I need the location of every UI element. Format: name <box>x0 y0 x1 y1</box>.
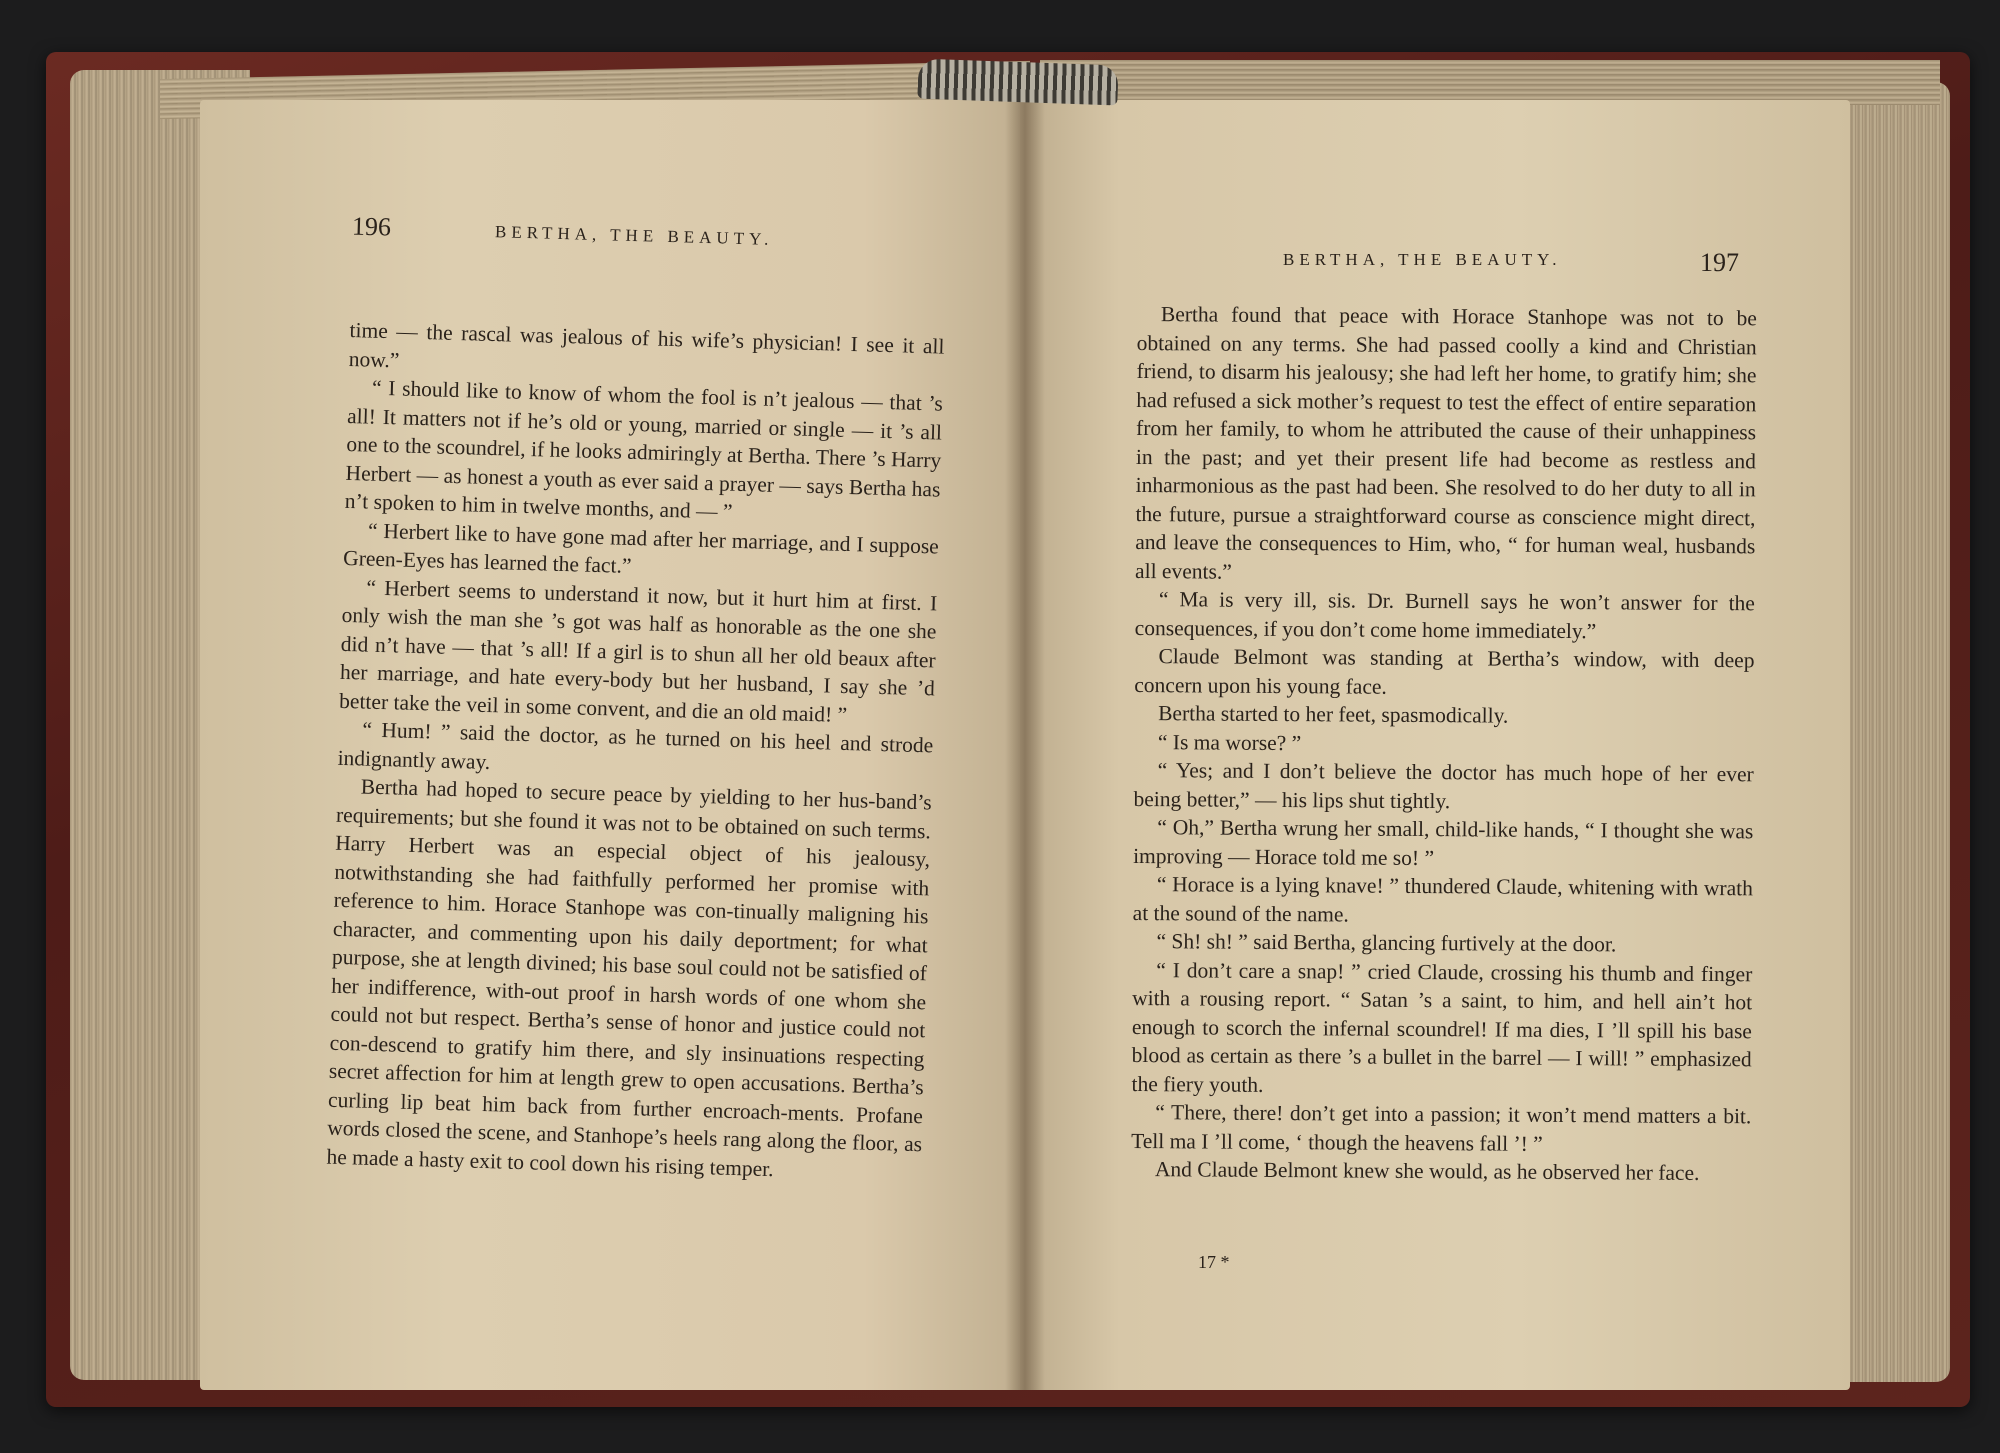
signature-mark: 17 * <box>1198 1252 1230 1272</box>
left-page <box>200 100 1030 1390</box>
page-text <box>1131 300 1757 1188</box>
spine-stitching <box>917 59 1118 106</box>
paragraph: “ Horace is a lying knave! ” thundered Claude, whitening with wrath at the sound of the name. <box>1132 872 1753 926</box>
running-head: BERTHA, THE BEAUTY. <box>494 222 774 249</box>
paragraph: “ Hum! ” said the doctor, as he turned on his heel and strode indignantly away. <box>337 717 934 774</box>
running-head: BERTHA, THE BEAUTY. <box>1283 250 1562 269</box>
paragraph: “ I don’t care a snap! ” cried Claude, crossing his thumb and finger with a rousing report. “ Satan ’s a saint, to him, and hell ain’t hot enough to scorch the infernal scoundrel! If ma dies, I ’ll spill his base blood as certain as there ’s a bullet in the barrel — I will! ” emphasized the fiery youth. <box>1131 957 1753 1097</box>
paragraph: “ Herbert like to have gone mad after her marriage, and I suppose Green-Eyes has learned the fact.” <box>342 518 940 578</box>
paragraph: “ I should like to know of whom the fool is n’t jealous — that ’s all! It matters not if he’s old or young, married or single — it ’s all one to the scoundrel, if he looks admiringly at Bertha. There ’s Harry Herbert — as honest a youth as ever said a prayer — says Bertha has n’t spoken to him in twelve months, and — ” <box>344 375 944 524</box>
page-edges-top-right <box>1040 60 1940 105</box>
paragraph: Bertha had hoped to secure peace by yielding to her hus-band’s requirements; but she found it was not to be obtained on such terms. Harry Herbert was an especial object of his jealousy, notwithstanding she had faithfully performed her promise with reference to him. Horace Stanhope was con-tinually maligning his character, and commenting upon his daily deportment; for what purpose, she at length divined; his base soul could not be satisfied of her indifference, with-out proof in harsh words of one whom she could not but respect. Bertha’s sense of honor and justice could not con-descend to gratify him there, and sly insinuations respecting secret affection for him at length grew to open accusations. Bertha’s curling lip beat him back from further encroach-ments. Profane words closed the scene, and Stanhope’s heels rang along the floor, as he made a hasty exit to cool down his rising temper. <box>326 774 932 1181</box>
right-page <box>1020 100 1850 1390</box>
page-number: 197 <box>1700 248 1739 277</box>
paragraph: time — the rascal was jealous of his wife’s physician! I see it all now.” <box>348 317 945 372</box>
paragraph: “ Ma is very ill, sis. Dr. Burnell says he won’t answer for the consequences, if you don’t come home immediately.” <box>1134 587 1755 643</box>
page-text <box>326 316 945 1187</box>
paragraph: “ Oh,” Bertha wrung her small, child-like hands, “ I thought she was improving — Horace told me so! ” <box>1133 815 1754 870</box>
paragraph: Claude Belmont was standing at Bertha’s window, with deep concern upon his young face. <box>1134 644 1755 699</box>
paragraph: “ Herbert seems to understand it now, but it hurt him at first. I only wish the man she ’s got was half as honorable as the one she did n’t have — that ’s all! If a girl is to shun all her old beaux after her marriage, and hate every-body but her husband, I say she ’d better take the veil in some convent, and die an old maid! ” <box>338 575 938 727</box>
page-number: 196 <box>351 211 392 242</box>
paragraph: “ Is ma worse? ” <box>1157 729 1302 755</box>
paragraph: Bertha started to her feet, spasmodically. <box>1158 701 1509 728</box>
paragraph: “ Yes; and I don’t believe the doctor has much hope of her ever being better,” — his lips shut tightly. <box>1133 758 1754 813</box>
paragraph: “ There, there! don’t get into a passion; it won’t mend matters a bit. Tell ma I ’ll come, ‘ though the heavens fall ’! ” <box>1131 1100 1752 1156</box>
book-gutter <box>1005 90 1045 1390</box>
paragraph: Bertha found that peace with Horace Stanhope was not to be obtained on any terms. She had passed coolly a kind and Christian friend, to disarm his jealousy; she had left her home, to gratify him; she had refused a sick mother’s request to test the effect of entire separation from her family, to whom he attributed the cause of their unhappiness in the past; and yet their present life had become as restless and inharmonious as the past had been. She resolved to do her duty to all in the future, pursue a straightforward course as conscience might direct, and leave the consequences to Him, who, “ for human weal, husbands all events.” <box>1135 302 1757 584</box>
paragraph: “ Sh! sh! ” said Bertha, glancing furtively at the door. <box>1156 929 1617 957</box>
paragraph: And Claude Belmont knew she would, as he observed her face. <box>1154 1157 1700 1185</box>
